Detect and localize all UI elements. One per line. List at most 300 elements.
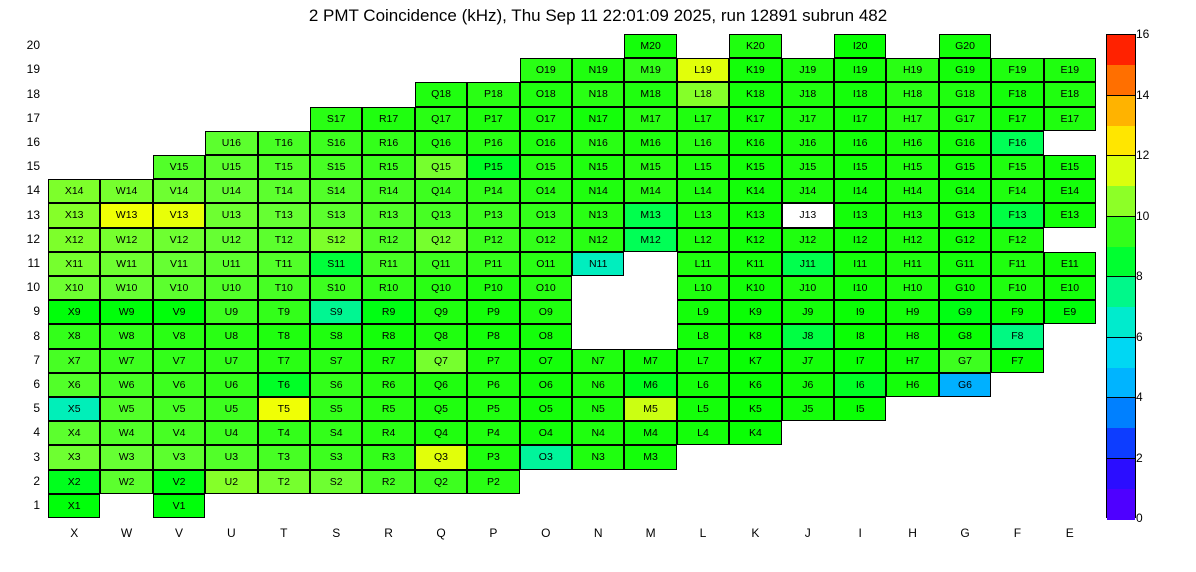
heatmap-cell: Q5 <box>415 397 467 421</box>
heatmap-cell: N3 <box>572 445 624 469</box>
heatmap-cell: S6 <box>310 373 362 397</box>
heatmap-cell: X6 <box>48 373 100 397</box>
colorbar-segment <box>1107 65 1135 96</box>
heatmap-cell: G12 <box>939 228 991 252</box>
heatmap-cell: Q14 <box>415 179 467 203</box>
heatmap-cell: P3 <box>467 445 519 469</box>
heatmap-cell: M4 <box>624 421 676 445</box>
heatmap-cell: U11 <box>205 252 257 276</box>
colorbar-segment <box>1107 156 1135 187</box>
heatmap-cell: L16 <box>677 131 729 155</box>
heatmap-cell: R14 <box>362 179 414 203</box>
x-axis-tick-label: P <box>489 526 498 540</box>
heatmap-cell: I17 <box>834 107 886 131</box>
heatmap-cell: H16 <box>886 131 938 155</box>
heatmap-cell: I19 <box>834 58 886 82</box>
heatmap-cell: G10 <box>939 276 991 300</box>
heatmap-cell: L17 <box>677 107 729 131</box>
heatmap-cell: T4 <box>258 421 310 445</box>
heatmap-cell: E14 <box>1044 179 1096 203</box>
heatmap-cell: J17 <box>782 107 834 131</box>
heatmap-cell: O9 <box>520 300 572 324</box>
heatmap-cell: K8 <box>729 324 781 348</box>
colorbar-tick-mark <box>1106 155 1136 156</box>
heatmap-cell: T6 <box>258 373 310 397</box>
heatmap-cell: J13 <box>782 203 834 227</box>
heatmap-cell: G7 <box>939 349 991 373</box>
heatmap-cell: Q9 <box>415 300 467 324</box>
colorbar-tick-label: 16 <box>1136 27 1150 41</box>
page-title: 2 PMT Coincidence (kHz), Thu Sep 11 22:01:09 2025, run 12891 subrun 482 <box>308 6 888 25</box>
heatmap-cell: E17 <box>1044 107 1096 131</box>
x-axis-tick-label: J <box>804 526 811 540</box>
heatmap-cell: O18 <box>520 82 572 106</box>
heatmap-cell: F14 <box>991 179 1043 203</box>
colorbar-tick-mark <box>1106 276 1136 277</box>
heatmap-cell: O17 <box>520 107 572 131</box>
heatmap-cell: T10 <box>258 276 310 300</box>
heatmap-cell: V11 <box>153 252 205 276</box>
y-axis-tick-label: 9 <box>33 304 40 319</box>
y-axis-tick-label: 20 <box>26 38 40 53</box>
heatmap-cell: E13 <box>1044 203 1096 227</box>
heatmap-cell: R16 <box>362 131 414 155</box>
heatmap-cell: W13 <box>100 203 152 227</box>
heatmap-cell: O19 <box>520 58 572 82</box>
colorbar-tick-mark <box>1106 397 1136 398</box>
heatmap-cell: I5 <box>834 397 886 421</box>
heatmap-cell: F17 <box>991 107 1043 131</box>
heatmap-cell: Q13 <box>415 203 467 227</box>
heatmap-cell: N6 <box>572 373 624 397</box>
heatmap-cell: I9 <box>834 300 886 324</box>
heatmap-cell: X10 <box>48 276 100 300</box>
heatmap-cell: M19 <box>624 58 676 82</box>
heatmap-cell: N16 <box>572 131 624 155</box>
heatmap-cell: P8 <box>467 324 519 348</box>
heatmap-cell: P12 <box>467 228 519 252</box>
heatmap-cell: S14 <box>310 179 362 203</box>
heatmap-cell: X4 <box>48 421 100 445</box>
heatmap-cell: G19 <box>939 58 991 82</box>
heatmap-cell: U13 <box>205 203 257 227</box>
y-axis-tick-label: 2 <box>33 473 40 488</box>
colorbar-tick-label: 14 <box>1136 87 1150 102</box>
heatmap-cell: V3 <box>153 445 205 469</box>
heatmap-cell: G16 <box>939 131 991 155</box>
colorbar-segment <box>1107 277 1135 308</box>
heatmap-cell: N14 <box>572 179 624 203</box>
x-axis-tick-label: U <box>227 526 236 540</box>
heatmap-cell: P16 <box>467 131 519 155</box>
heatmap-cell: H7 <box>886 349 938 373</box>
heatmap-cell: P15 <box>467 155 519 179</box>
heatmap-cell: H10 <box>886 276 938 300</box>
heatmap-cell: K6 <box>729 373 781 397</box>
heatmap-cell: Q6 <box>415 373 467 397</box>
y-axis-tick-label: 1 <box>33 497 40 512</box>
heatmap-cell: L9 <box>677 300 729 324</box>
heatmap-cell: E19 <box>1044 58 1096 82</box>
heatmap-cell: S15 <box>310 155 362 179</box>
heatmap-cell: H19 <box>886 58 938 82</box>
heatmap-cell: T7 <box>258 349 310 373</box>
x-axis-tick-label: M <box>645 526 656 540</box>
y-axis-tick-label: 4 <box>33 425 40 440</box>
heatmap-cell: E9 <box>1044 300 1096 324</box>
colorbar-segment <box>1107 126 1135 157</box>
heatmap-cell: N7 <box>572 349 624 373</box>
heatmap-cell: K15 <box>729 155 781 179</box>
heatmap-cell: V2 <box>153 470 205 494</box>
heatmap-cell: L18 <box>677 82 729 106</box>
heatmap-cell: X11 <box>48 252 100 276</box>
heatmap-cell: H13 <box>886 203 938 227</box>
heatmap-cell: X3 <box>48 445 100 469</box>
heatmap-cell: H8 <box>886 324 938 348</box>
heatmap-cell: I11 <box>834 252 886 276</box>
heatmap-cell: U3 <box>205 445 257 469</box>
heatmap-cell: J9 <box>782 300 834 324</box>
heatmap-cell: N5 <box>572 397 624 421</box>
heatmap-cell: F18 <box>991 82 1043 106</box>
heatmap-cell: H17 <box>886 107 938 131</box>
heatmap-cell: S10 <box>310 276 362 300</box>
heatmap-cell: O3 <box>520 445 572 469</box>
x-axis-tick-label: H <box>908 526 917 540</box>
heatmap-cell: V8 <box>153 324 205 348</box>
heatmap-cell: L11 <box>677 252 729 276</box>
heatmap-cell: V15 <box>153 155 205 179</box>
heatmap-cell: N12 <box>572 228 624 252</box>
heatmap-cell: X12 <box>48 228 100 252</box>
heatmap-cell: P5 <box>467 397 519 421</box>
heatmap-cell: J18 <box>782 82 834 106</box>
heatmap-cell: K13 <box>729 203 781 227</box>
heatmap-cell: V14 <box>153 179 205 203</box>
x-axis-tick-label: Q <box>436 526 446 540</box>
x-axis-tick-label: O <box>541 526 551 540</box>
colorbar-tick-label: 12 <box>1136 148 1150 162</box>
heatmap-cell: M20 <box>624 34 676 58</box>
heatmap-cell: K7 <box>729 349 781 373</box>
heatmap-cell: J6 <box>782 373 834 397</box>
heatmap-cell: K14 <box>729 179 781 203</box>
heatmap-cell: F10 <box>991 276 1043 300</box>
heatmap-cell: I14 <box>834 179 886 203</box>
heatmap-cell: J7 <box>782 349 834 373</box>
heatmap-cell: J11 <box>782 252 834 276</box>
heatmap-cell: V13 <box>153 203 205 227</box>
heatmap-cell: O15 <box>520 155 572 179</box>
heatmap-cell: F7 <box>991 349 1043 373</box>
x-axis-tick-label: W <box>120 526 133 540</box>
heatmap-cell: M13 <box>624 203 676 227</box>
x-axis-tick-label: E <box>1065 526 1074 540</box>
heatmap-cell: W9 <box>100 300 152 324</box>
heatmap-cell: N13 <box>572 203 624 227</box>
heatmap-cell: O12 <box>520 228 572 252</box>
colorbar-segment <box>1107 217 1135 248</box>
heatmap-cell: M17 <box>624 107 676 131</box>
heatmap-cell: M7 <box>624 349 676 373</box>
heatmap-cell: F16 <box>991 131 1043 155</box>
heatmap-cell: W7 <box>100 349 152 373</box>
y-axis-tick-label: 18 <box>26 86 40 101</box>
heatmap-cell: X5 <box>48 397 100 421</box>
heatmap-cell: S9 <box>310 300 362 324</box>
heatmap-cell: K4 <box>729 421 781 445</box>
colorbar-tick-label: 8 <box>1136 269 1143 283</box>
heatmap-cell: E18 <box>1044 82 1096 106</box>
heatmap-cell: S5 <box>310 397 362 421</box>
colorbar-segment <box>1107 368 1135 399</box>
heatmap-cell: Q12 <box>415 228 467 252</box>
heatmap-cell: U10 <box>205 276 257 300</box>
heatmap-cell: R2 <box>362 470 414 494</box>
heatmap-cell: N15 <box>572 155 624 179</box>
heatmap-cell: J10 <box>782 276 834 300</box>
heatmap-cell: P6 <box>467 373 519 397</box>
heatmap-cell: H12 <box>886 228 938 252</box>
heatmap-cell: T16 <box>258 131 310 155</box>
heatmap-cell: Q11 <box>415 252 467 276</box>
heatmap-cell: L12 <box>677 228 729 252</box>
heatmap-cell: K9 <box>729 300 781 324</box>
heatmap-cell: Q18 <box>415 82 467 106</box>
heatmap-cell: F9 <box>991 300 1043 324</box>
heatmap-cell: W4 <box>100 421 152 445</box>
colorbar-tick-label: 4 <box>1136 390 1143 404</box>
y-axis-tick-label: 17 <box>26 110 40 125</box>
heatmap-cell: R12 <box>362 228 414 252</box>
x-axis-tick-label: G <box>960 526 970 540</box>
heatmap-cell: T3 <box>258 445 310 469</box>
heatmap-cell: R11 <box>362 252 414 276</box>
heatmap-cell: L19 <box>677 58 729 82</box>
heatmap-cell: J5 <box>782 397 834 421</box>
heatmap-cell: P4 <box>467 421 519 445</box>
heatmap-cell: J16 <box>782 131 834 155</box>
heatmap-cell: T8 <box>258 324 310 348</box>
heatmap-cell: P14 <box>467 179 519 203</box>
y-axis-tick-label: 16 <box>26 134 40 149</box>
heatmap-cell: R8 <box>362 324 414 348</box>
x-axis-tick-label: T <box>280 526 288 540</box>
heatmap-cell: P9 <box>467 300 519 324</box>
heatmap-cell: F8 <box>991 324 1043 348</box>
heatmap-cell: K5 <box>729 397 781 421</box>
heatmap-cell: T13 <box>258 203 310 227</box>
heatmap-cell: O7 <box>520 349 572 373</box>
heatmap-cell: Q8 <box>415 324 467 348</box>
heatmap-cell: J12 <box>782 228 834 252</box>
heatmap-cell: H15 <box>886 155 938 179</box>
heatmap-cell: I13 <box>834 203 886 227</box>
heatmap-cell: S7 <box>310 349 362 373</box>
heatmap-cell: I6 <box>834 373 886 397</box>
colorbar-tick-mark <box>1106 95 1136 96</box>
heatmap-cell: M6 <box>624 373 676 397</box>
heatmap-cell: L8 <box>677 324 729 348</box>
heatmap-cell: W11 <box>100 252 152 276</box>
colorbar-segment <box>1107 398 1135 429</box>
x-axis-tick-label: N <box>593 526 603 540</box>
y-axis-tick-label: 15 <box>26 159 40 174</box>
heatmap-cell: U6 <box>205 373 257 397</box>
colorbar-segment <box>1107 35 1135 66</box>
heatmap-cell: T5 <box>258 397 310 421</box>
heatmap-cell: K20 <box>729 34 781 58</box>
heatmap-cell: K16 <box>729 131 781 155</box>
heatmap-cell: W6 <box>100 373 152 397</box>
colorbar-segment <box>1107 307 1135 338</box>
heatmap-cell: T9 <box>258 300 310 324</box>
heatmap-cell: N4 <box>572 421 624 445</box>
heatmap-cell: N18 <box>572 82 624 106</box>
heatmap-cell: S12 <box>310 228 362 252</box>
colorbar-tick-label: 0 <box>1136 511 1143 525</box>
heatmap-cell: I10 <box>834 276 886 300</box>
heatmap-cell: Q3 <box>415 445 467 469</box>
heatmap-cell: P11 <box>467 252 519 276</box>
heatmap-cell: V4 <box>153 421 205 445</box>
heatmap-cell: H11 <box>886 252 938 276</box>
heatmap-cell: V10 <box>153 276 205 300</box>
x-axis-tick-label: F <box>1013 526 1022 540</box>
heatmap-cell: E11 <box>1044 252 1096 276</box>
heatmap-cell: G6 <box>939 373 991 397</box>
x-axis-tick-label: K <box>751 526 760 540</box>
heatmap-cell: Q17 <box>415 107 467 131</box>
heatmap-cell: X7 <box>48 349 100 373</box>
heatmap-cell: H6 <box>886 373 938 397</box>
heatmap-cell: Q7 <box>415 349 467 373</box>
heatmap-cell: S16 <box>310 131 362 155</box>
heatmap-cell: M3 <box>624 445 676 469</box>
heatmap-cell: R5 <box>362 397 414 421</box>
heatmap-cell: G15 <box>939 155 991 179</box>
heatmap-cell: Q16 <box>415 131 467 155</box>
heatmap-cell: I16 <box>834 131 886 155</box>
heatmap-cell: U8 <box>205 324 257 348</box>
heatmap-cell: J15 <box>782 155 834 179</box>
heatmap-cell: I18 <box>834 82 886 106</box>
heatmap-cell: U15 <box>205 155 257 179</box>
heatmap-cell: R4 <box>362 421 414 445</box>
heatmap-cell: S17 <box>310 107 362 131</box>
colorbar-segment <box>1107 459 1135 490</box>
heatmap-cell: H9 <box>886 300 938 324</box>
heatmap-cell: X8 <box>48 324 100 348</box>
heatmap-cell: S3 <box>310 445 362 469</box>
heatmap-cell: K12 <box>729 228 781 252</box>
heatmap-cell: V6 <box>153 373 205 397</box>
heatmap-cell: I20 <box>834 34 886 58</box>
y-axis-tick-label: 12 <box>26 231 40 246</box>
y-axis-tick-label: 6 <box>33 376 40 391</box>
x-axis-tick-label: S <box>332 526 341 540</box>
heatmap-cell: W2 <box>100 470 152 494</box>
heatmap-cell: N11 <box>572 252 624 276</box>
heatmap-cell: P10 <box>467 276 519 300</box>
heatmap-cell: Q2 <box>415 470 467 494</box>
heatmap-cell: O8 <box>520 324 572 348</box>
heatmap-cell: U12 <box>205 228 257 252</box>
heatmap-cell: K17 <box>729 107 781 131</box>
colorbar-segment <box>1107 428 1135 459</box>
heatmap-cell: M18 <box>624 82 676 106</box>
heatmap-cell: U14 <box>205 179 257 203</box>
heatmap-cell: T12 <box>258 228 310 252</box>
heatmap-cell: G13 <box>939 203 991 227</box>
heatmap-cell: X13 <box>48 203 100 227</box>
colorbar-tick-label: 6 <box>1136 329 1143 344</box>
heatmap-cell: L6 <box>677 373 729 397</box>
heatmap-cell: O14 <box>520 179 572 203</box>
heatmap-cell: G11 <box>939 252 991 276</box>
heatmap-cell: F13 <box>991 203 1043 227</box>
heatmap-cell: R15 <box>362 155 414 179</box>
heatmap-cell: W10 <box>100 276 152 300</box>
heatmap-cell: F19 <box>991 58 1043 82</box>
heatmap-cell: L7 <box>677 349 729 373</box>
heatmap-cell: U4 <box>205 421 257 445</box>
y-axis-tick-label: 8 <box>33 328 40 343</box>
x-axis-tick-label: R <box>384 526 393 540</box>
heatmap-cell: U7 <box>205 349 257 373</box>
heatmap-cell: K18 <box>729 82 781 106</box>
heatmap-cell: M5 <box>624 397 676 421</box>
heatmap-cell: G20 <box>939 34 991 58</box>
heatmap-cell: W8 <box>100 324 152 348</box>
heatmap-cell: N17 <box>572 107 624 131</box>
heatmap-cell: V1 <box>153 494 205 518</box>
heatmap-cell: T11 <box>258 252 310 276</box>
y-axis-tick-label: 14 <box>26 183 40 198</box>
heatmap-cell: L13 <box>677 203 729 227</box>
colorbar-segment <box>1107 338 1135 369</box>
heatmap-cell: F12 <box>991 228 1043 252</box>
colorbar-tick-mark <box>1106 216 1136 217</box>
heatmap-cell: L14 <box>677 179 729 203</box>
heatmap-cell: O10 <box>520 276 572 300</box>
heatmap-cell: V12 <box>153 228 205 252</box>
heatmap-cell: N19 <box>572 58 624 82</box>
y-axis-tick-label: 7 <box>33 352 40 367</box>
heatmap-cell: R17 <box>362 107 414 131</box>
colorbar-segment <box>1107 489 1135 520</box>
heatmap-cell: M14 <box>624 179 676 203</box>
heatmap-cell: S8 <box>310 324 362 348</box>
heatmap-cell: M16 <box>624 131 676 155</box>
colorbar-tick-mark <box>1106 458 1136 459</box>
heatmap-cell: P17 <box>467 107 519 131</box>
heatmap-cell: G14 <box>939 179 991 203</box>
heatmap-cell: W14 <box>100 179 152 203</box>
heatmap-cell: W3 <box>100 445 152 469</box>
heatmap-cell: O16 <box>520 131 572 155</box>
heatmap-cell: I7 <box>834 349 886 373</box>
heatmap-cell: S11 <box>310 252 362 276</box>
heatmap-cell: T15 <box>258 155 310 179</box>
heatmap-plot <box>48 34 1096 518</box>
heatmap-cell: L15 <box>677 155 729 179</box>
y-axis-tick-label: 3 <box>33 449 40 464</box>
heatmap-cell: O11 <box>520 252 572 276</box>
heatmap-cell: S2 <box>310 470 362 494</box>
heatmap-cell: X2 <box>48 470 100 494</box>
